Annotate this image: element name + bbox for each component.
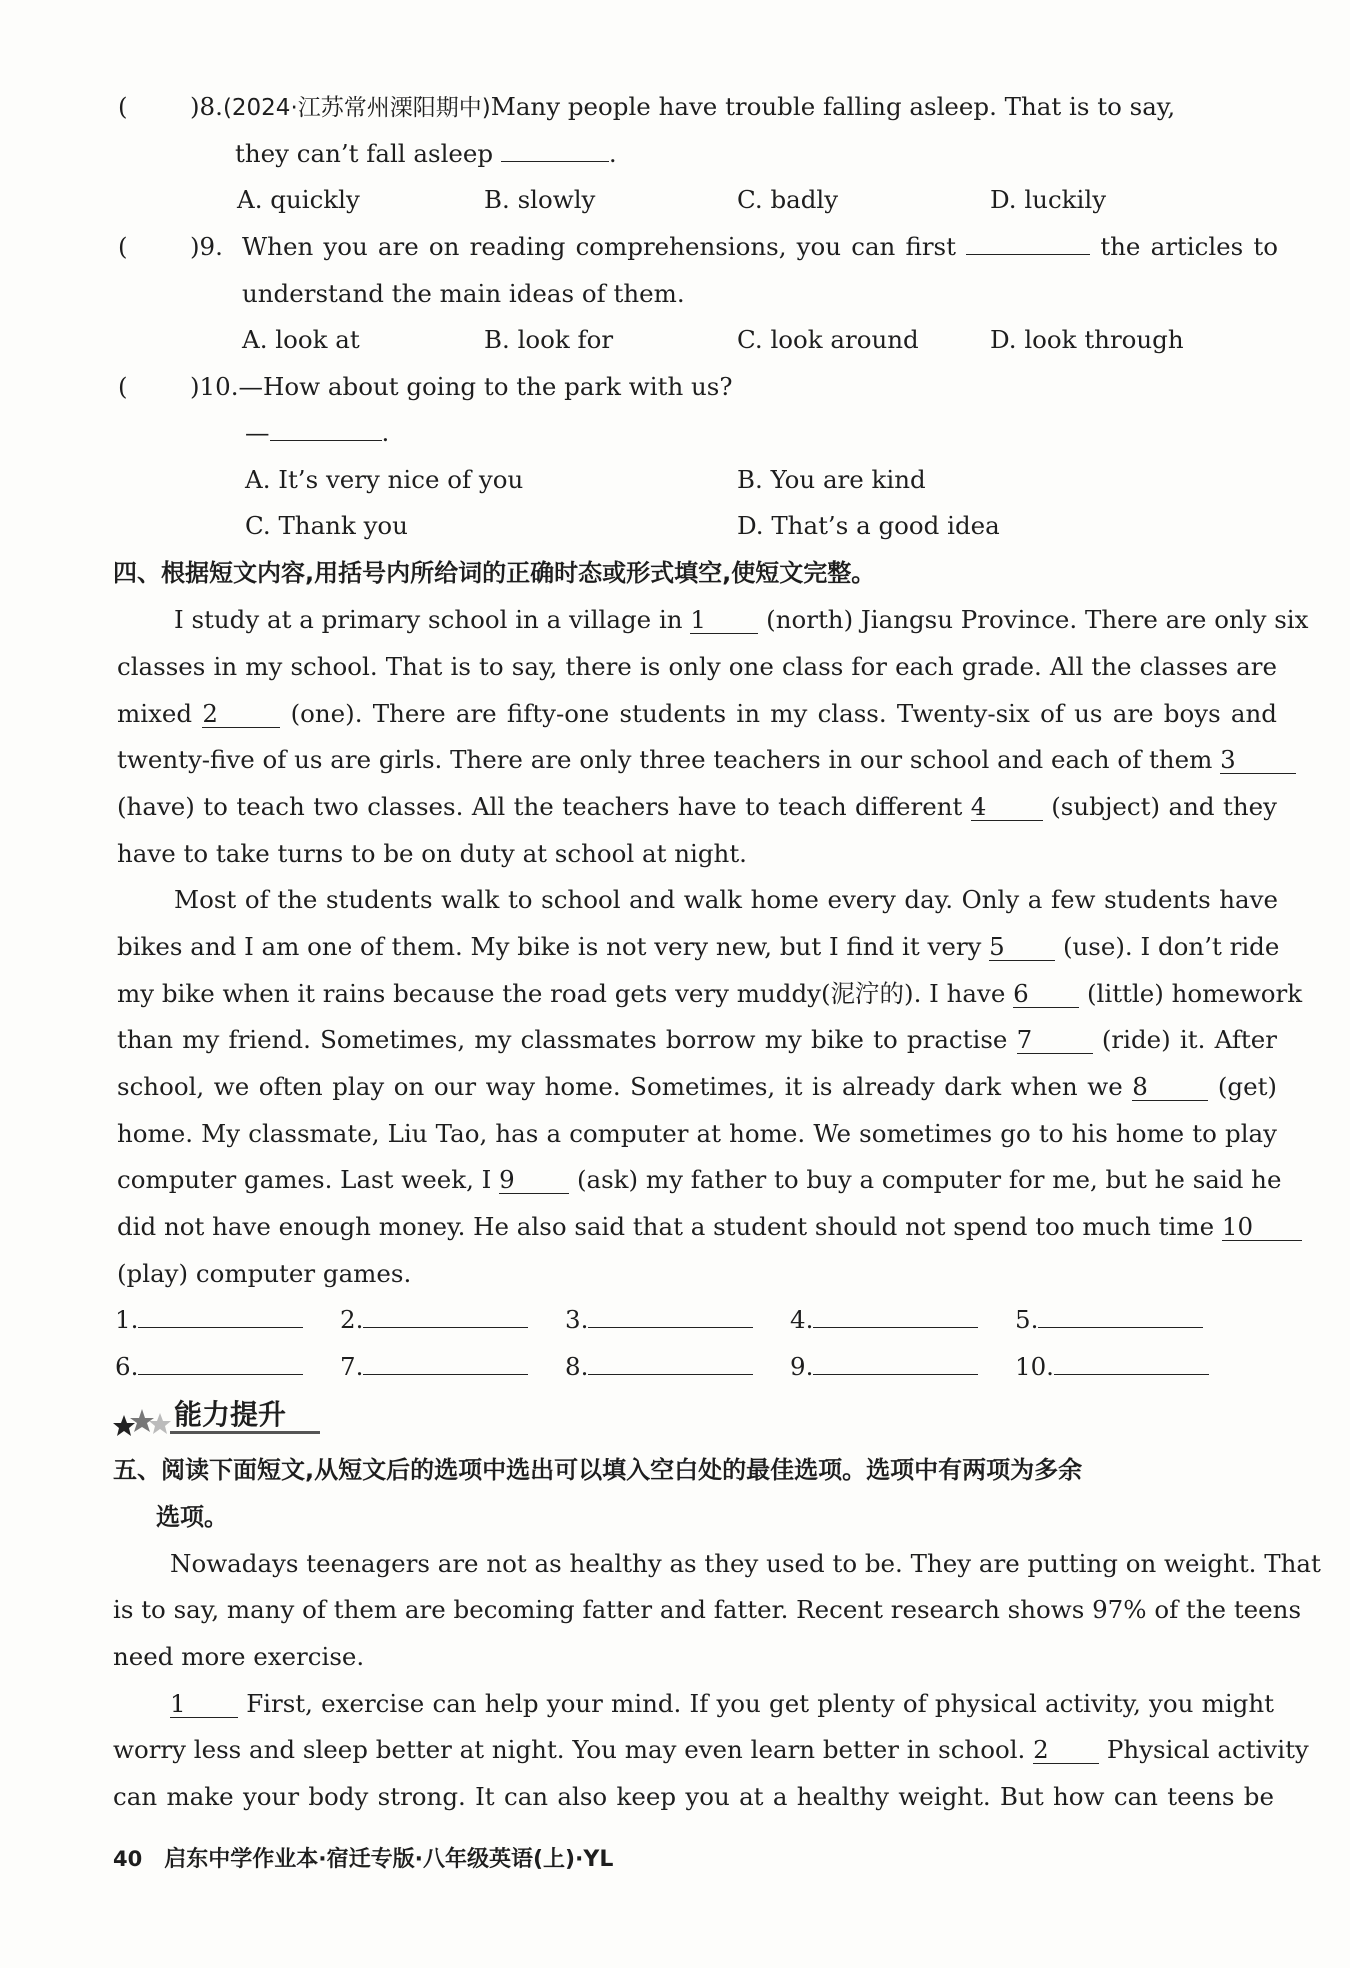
s5-p2-line3: can make your body strong. It can also keep you at a healthy weight. But how can teens be <box>113 1782 1274 1811</box>
q10-line1: )10.—How about going to the park with us? <box>190 372 733 401</box>
s4-blank-6: 6 <box>1013 981 1079 1008</box>
s4-blank-5: 5 <box>989 934 1055 961</box>
s4-blank-4: 4 <box>971 794 1043 821</box>
section4-heading: 四、根据短文内容,用括号内所给词的正确时态或形式填空,使短文完整。 <box>113 559 876 587</box>
s4-p1-line6: have to take turns to be on duty at school at night. <box>117 839 747 868</box>
s4-blank-9: 9 <box>499 1167 569 1194</box>
s4-p1-line4: twenty-five of us are girls. There are only three teachers in our school and each of them 3 <box>117 743 1277 777</box>
s4-p2-line2: bikes and I am one of them. My bike is not very new, but I find it very 5 (use). I don’t ride <box>117 932 1280 961</box>
star-icons <box>112 1401 174 1441</box>
q10-option-a: A. It’s very nice of you <box>245 465 524 494</box>
q10-line2: — . <box>245 418 390 447</box>
s4-p2-line8: did not have enough money. He also said that a student should not spend too much time 10 <box>117 1210 1277 1244</box>
q9-option-c: C. look around <box>737 325 919 354</box>
s4-p1-line2: classes in my school. That is to say, there is only one class for each grade. All the classes are <box>117 652 1277 681</box>
answer-line-9[interactable]: 9. <box>790 1350 978 1384</box>
q8-number: )8. <box>190 92 223 121</box>
q8-source: (2024·江苏常州溧阳期中) <box>222 95 491 121</box>
q10-blank <box>270 440 382 441</box>
q9-option-d: D. look through <box>990 325 1184 354</box>
page-number: 40 <box>113 1847 143 1871</box>
s4-blank-7: 7 <box>1017 1027 1093 1054</box>
s4-p2-line9: (play) computer games. <box>117 1259 412 1288</box>
answer-line-4[interactable]: 4. <box>790 1303 978 1337</box>
s4-p2-line4: than my friend. Sometimes, my classmates borrow my bike to practise 7 (ride) it. After <box>117 1025 1277 1054</box>
q9-paren: ( <box>118 232 128 261</box>
q8-paren: ( <box>118 92 128 121</box>
q10-number: )10. <box>190 372 239 401</box>
ability-title: 能力提升 <box>174 1398 287 1431</box>
page-footer <box>113 1844 613 1875</box>
q9-line2: understand the main ideas of them. <box>242 279 685 308</box>
answer-line-1[interactable]: 1. <box>115 1303 303 1337</box>
q10-paren: ( <box>118 372 128 401</box>
s5-blank-2: 2 <box>1033 1737 1099 1764</box>
q8-option-b: B. slowly <box>484 185 596 214</box>
answer-line-6[interactable]: 6. <box>115 1350 303 1384</box>
q9-number: )9. <box>190 232 223 261</box>
q9-option-a: A. look at <box>242 325 360 354</box>
q8-line1 <box>190 90 1175 125</box>
s4-p1-line3: mixed 2 (one). There are fifty-one students in my class. Twenty-six of us are boys and <box>117 699 1277 728</box>
s4-blank-2: 2 <box>202 701 280 728</box>
q10-option-d: D. That’s a good idea <box>737 511 1000 540</box>
s5-blank-1: 1 <box>170 1691 238 1718</box>
s4-p2-line6: home. My classmate, Liu Tao, has a computer at home. We sometimes go to his home to play <box>117 1119 1277 1148</box>
q10-option-b: B. You are kind <box>737 465 926 494</box>
q8-option-d: D. luckily <box>990 185 1107 214</box>
section5-heading-line2: 选项。 <box>156 1503 228 1531</box>
section5-heading-line1: 五、阅读下面短文,从短文后的选项中选出可以填入空白处的最佳选项。选项中有两项为多余 <box>113 1456 1083 1484</box>
q8-option-a: A. quickly <box>237 185 360 214</box>
s5-p2-line2: worry less and sleep better at night. You may even learn better in school. 2 Physical activity <box>113 1735 1309 1764</box>
s4-p1-line1: I study at a primary school in a village in 1 (north) Jiangsu Province. There are only six <box>174 605 1309 634</box>
answer-line-7[interactable]: 7. <box>340 1350 528 1384</box>
q9-line1: When you are on reading comprehensions, you can first the articles to <box>242 232 1278 261</box>
s4-blank-10: 10 <box>1222 1214 1302 1241</box>
s4-blank-8: 8 <box>1132 1074 1208 1101</box>
answer-line-2[interactable]: 2. <box>340 1303 528 1337</box>
q8-option-c: C. badly <box>737 185 839 214</box>
ability-section-header <box>112 1397 322 1439</box>
q8-text: Many people have trouble falling asleep. That is to say, <box>490 92 1176 121</box>
answer-line-5[interactable]: 5. <box>1015 1303 1203 1337</box>
answer-line-3[interactable]: 3. <box>565 1303 753 1337</box>
s4-p2-line3: my bike when it rains because the road gets very muddy(泥泞的). I have 6 (little) homework <box>117 979 1303 1008</box>
answer-line-8[interactable]: 8. <box>565 1350 753 1384</box>
s4-p2-line7: computer games. Last week, I 9 (ask) my father to buy a computer for me, but he said he <box>117 1165 1282 1194</box>
q9-blank <box>966 254 1090 255</box>
q8-line2: they can’t fall asleep . <box>235 139 617 168</box>
book-title: 启东中学作业本·宿迁专版·八年级英语(上)·YL <box>164 1847 614 1872</box>
s4-p2-line1: Most of the students walk to school and walk home every day. Only a few students have <box>174 885 1278 914</box>
q10-option-c: C. Thank you <box>245 511 408 540</box>
q8-blank <box>501 161 609 162</box>
s4-blank-1: 1 <box>690 607 758 634</box>
answer-line-10[interactable]: 10. <box>1015 1350 1209 1384</box>
q9-option-b: B. look for <box>484 325 614 354</box>
s4-p1-line5: (have) to teach two classes. All the teachers have to teach different 4 (subject) and they <box>117 792 1277 821</box>
s4-p2-line5: school, we often play on our way home. Sometimes, it is already dark when we 8 (get) <box>117 1072 1277 1101</box>
s5-p1-line2: is to say, many of them are becoming fatter and fatter. Recent research shows 97% of the teens <box>113 1595 1302 1624</box>
s5-p1-line3: need more exercise. <box>113 1642 365 1671</box>
s5-p2-line1: 1 First, exercise can help your mind. If you get plenty of physical activity, you might <box>170 1689 1274 1718</box>
s5-p1-line1: Nowadays teenagers are not as healthy as they used to be. They are putting on weight. That <box>170 1549 1321 1578</box>
s4-blank-3: 3 <box>1220 747 1296 774</box>
